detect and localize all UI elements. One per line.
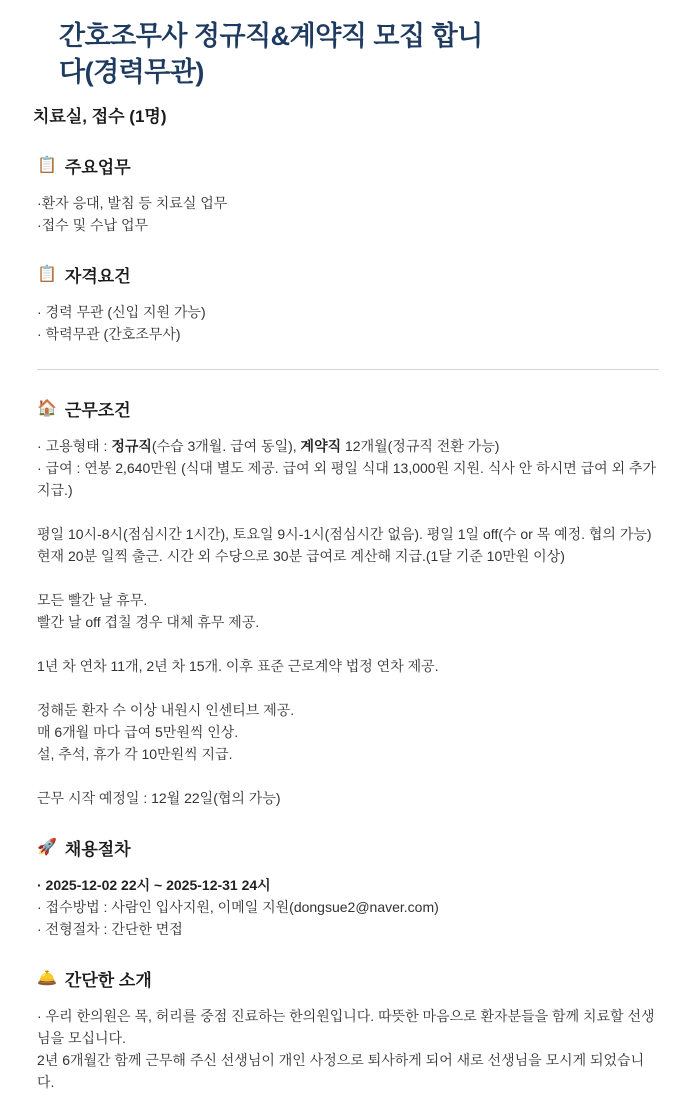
text-line: 2년 6개월간 함께 근무해 주신 선생님이 개인 사정으로 퇴사하게 되어 새로 선생님을 모시게 되었습니다.: [37, 1052, 645, 1090]
text-line: 정해둔 환자 수 이상 내원시 인센티브 제공.: [37, 702, 295, 718]
house-icon: 🏠: [37, 399, 57, 417]
section-header-introduction: [37, 966, 659, 991]
text-line: ·접수 및 수납 업무: [37, 217, 148, 233]
bell-icon: 🛎️: [37, 969, 57, 987]
blank-line: [37, 633, 659, 655]
section-working-conditions: [33, 396, 659, 809]
sections-container: [33, 153, 659, 1093]
blank-line: [37, 501, 659, 523]
blank-line: [37, 567, 659, 589]
text-line: · 접수방법 : 사람인 입사지원, 이메일 지원(dongsue2@naver.com): [37, 899, 439, 915]
text-line: 근무 시작 예정일 : 12월 22일(협의 가능): [37, 790, 281, 806]
blank-line: [37, 677, 659, 699]
text-line: · 2025-12-02 22시 ~ 2025-12-31 24시: [37, 877, 271, 893]
text-line: 현재 20분 일찍 출근. 시간 외 수당으로 30분 급여로 계산해 지급.(1달 기준 10만원 이상): [37, 548, 565, 564]
text-line: · 급여 : 연봉 2,640만원 (식대 별도 제공. 급여 외 평일 식대 13,000원 지원. 식사 안 하시면 급여 외 추가 지급.): [37, 460, 657, 498]
section-header-recruitment-process: [37, 835, 659, 860]
section-recruitment-process: [33, 835, 659, 940]
page-title: 간호조무사 정규직&계약직 모집 합니다(경력무관): [59, 21, 483, 87]
section-header-duties: [37, 153, 659, 178]
text-line: · 경력 무관 (신입 지원 가능): [37, 304, 206, 320]
page-subtitle: 치료실, 접수 (1명): [33, 107, 167, 126]
section-title: 근무조건: [64, 401, 131, 420]
section-header-qualifications: [37, 262, 659, 287]
text-line: 빨간 날 off 겹칠 경우 대체 휴무 제공.: [37, 614, 260, 630]
text-line: 매 6개월 마다 급여 5만원씩 인상.: [37, 724, 239, 740]
text-line: ·환자 응대, 발침 등 치료실 업무: [37, 195, 228, 211]
job-posting-document: [33, 18, 659, 1093]
clipboard-icon: 📋: [37, 156, 57, 174]
text-line: 설, 추석, 휴가 각 10만원씩 지급.: [37, 746, 233, 762]
section-duties: [33, 153, 659, 236]
section-title: 주요업무: [64, 158, 131, 177]
section-header-working-conditions: [37, 396, 659, 421]
text-line: 평일 10시-8시(점심시간 1시간), 토요일 9시-1시(점심시간 없음). 평일 1일 off(수 or 목 예정. 협의 가능): [37, 526, 652, 542]
section-title: 간단한 소개: [64, 971, 152, 990]
clipboard-icon: 📋: [37, 265, 57, 283]
section-qualifications: [33, 262, 659, 345]
section-divider: [37, 369, 659, 370]
text-line: · 고용형태 : 정규직(수습 3개월. 급여 동일), 계약직 12개월(정규직 전환 가능): [37, 438, 500, 454]
text-line: · 전형절차 : 간단한 면접: [37, 921, 183, 937]
text-line: 모든 빨간 날 휴무.: [37, 592, 148, 608]
section-introduction: [33, 966, 659, 1093]
rocket-icon: 🚀: [37, 838, 57, 856]
section-title: 자격요건: [64, 267, 131, 286]
text-line: · 학력무관 (간호조무사): [37, 326, 181, 342]
text-line: · 우리 한의원은 목, 허리를 중점 진료하는 한의원입니다. 따뜻한 마음으로 환자분들을 함께 치료할 선생님을 모십니다.: [37, 1008, 655, 1046]
section-title: 채용절차: [64, 840, 131, 859]
blank-line: [37, 765, 659, 787]
text-line: 1년 차 연차 11개, 2년 차 15개. 이후 표준 근로계약 법정 연차 제공.: [37, 658, 439, 674]
